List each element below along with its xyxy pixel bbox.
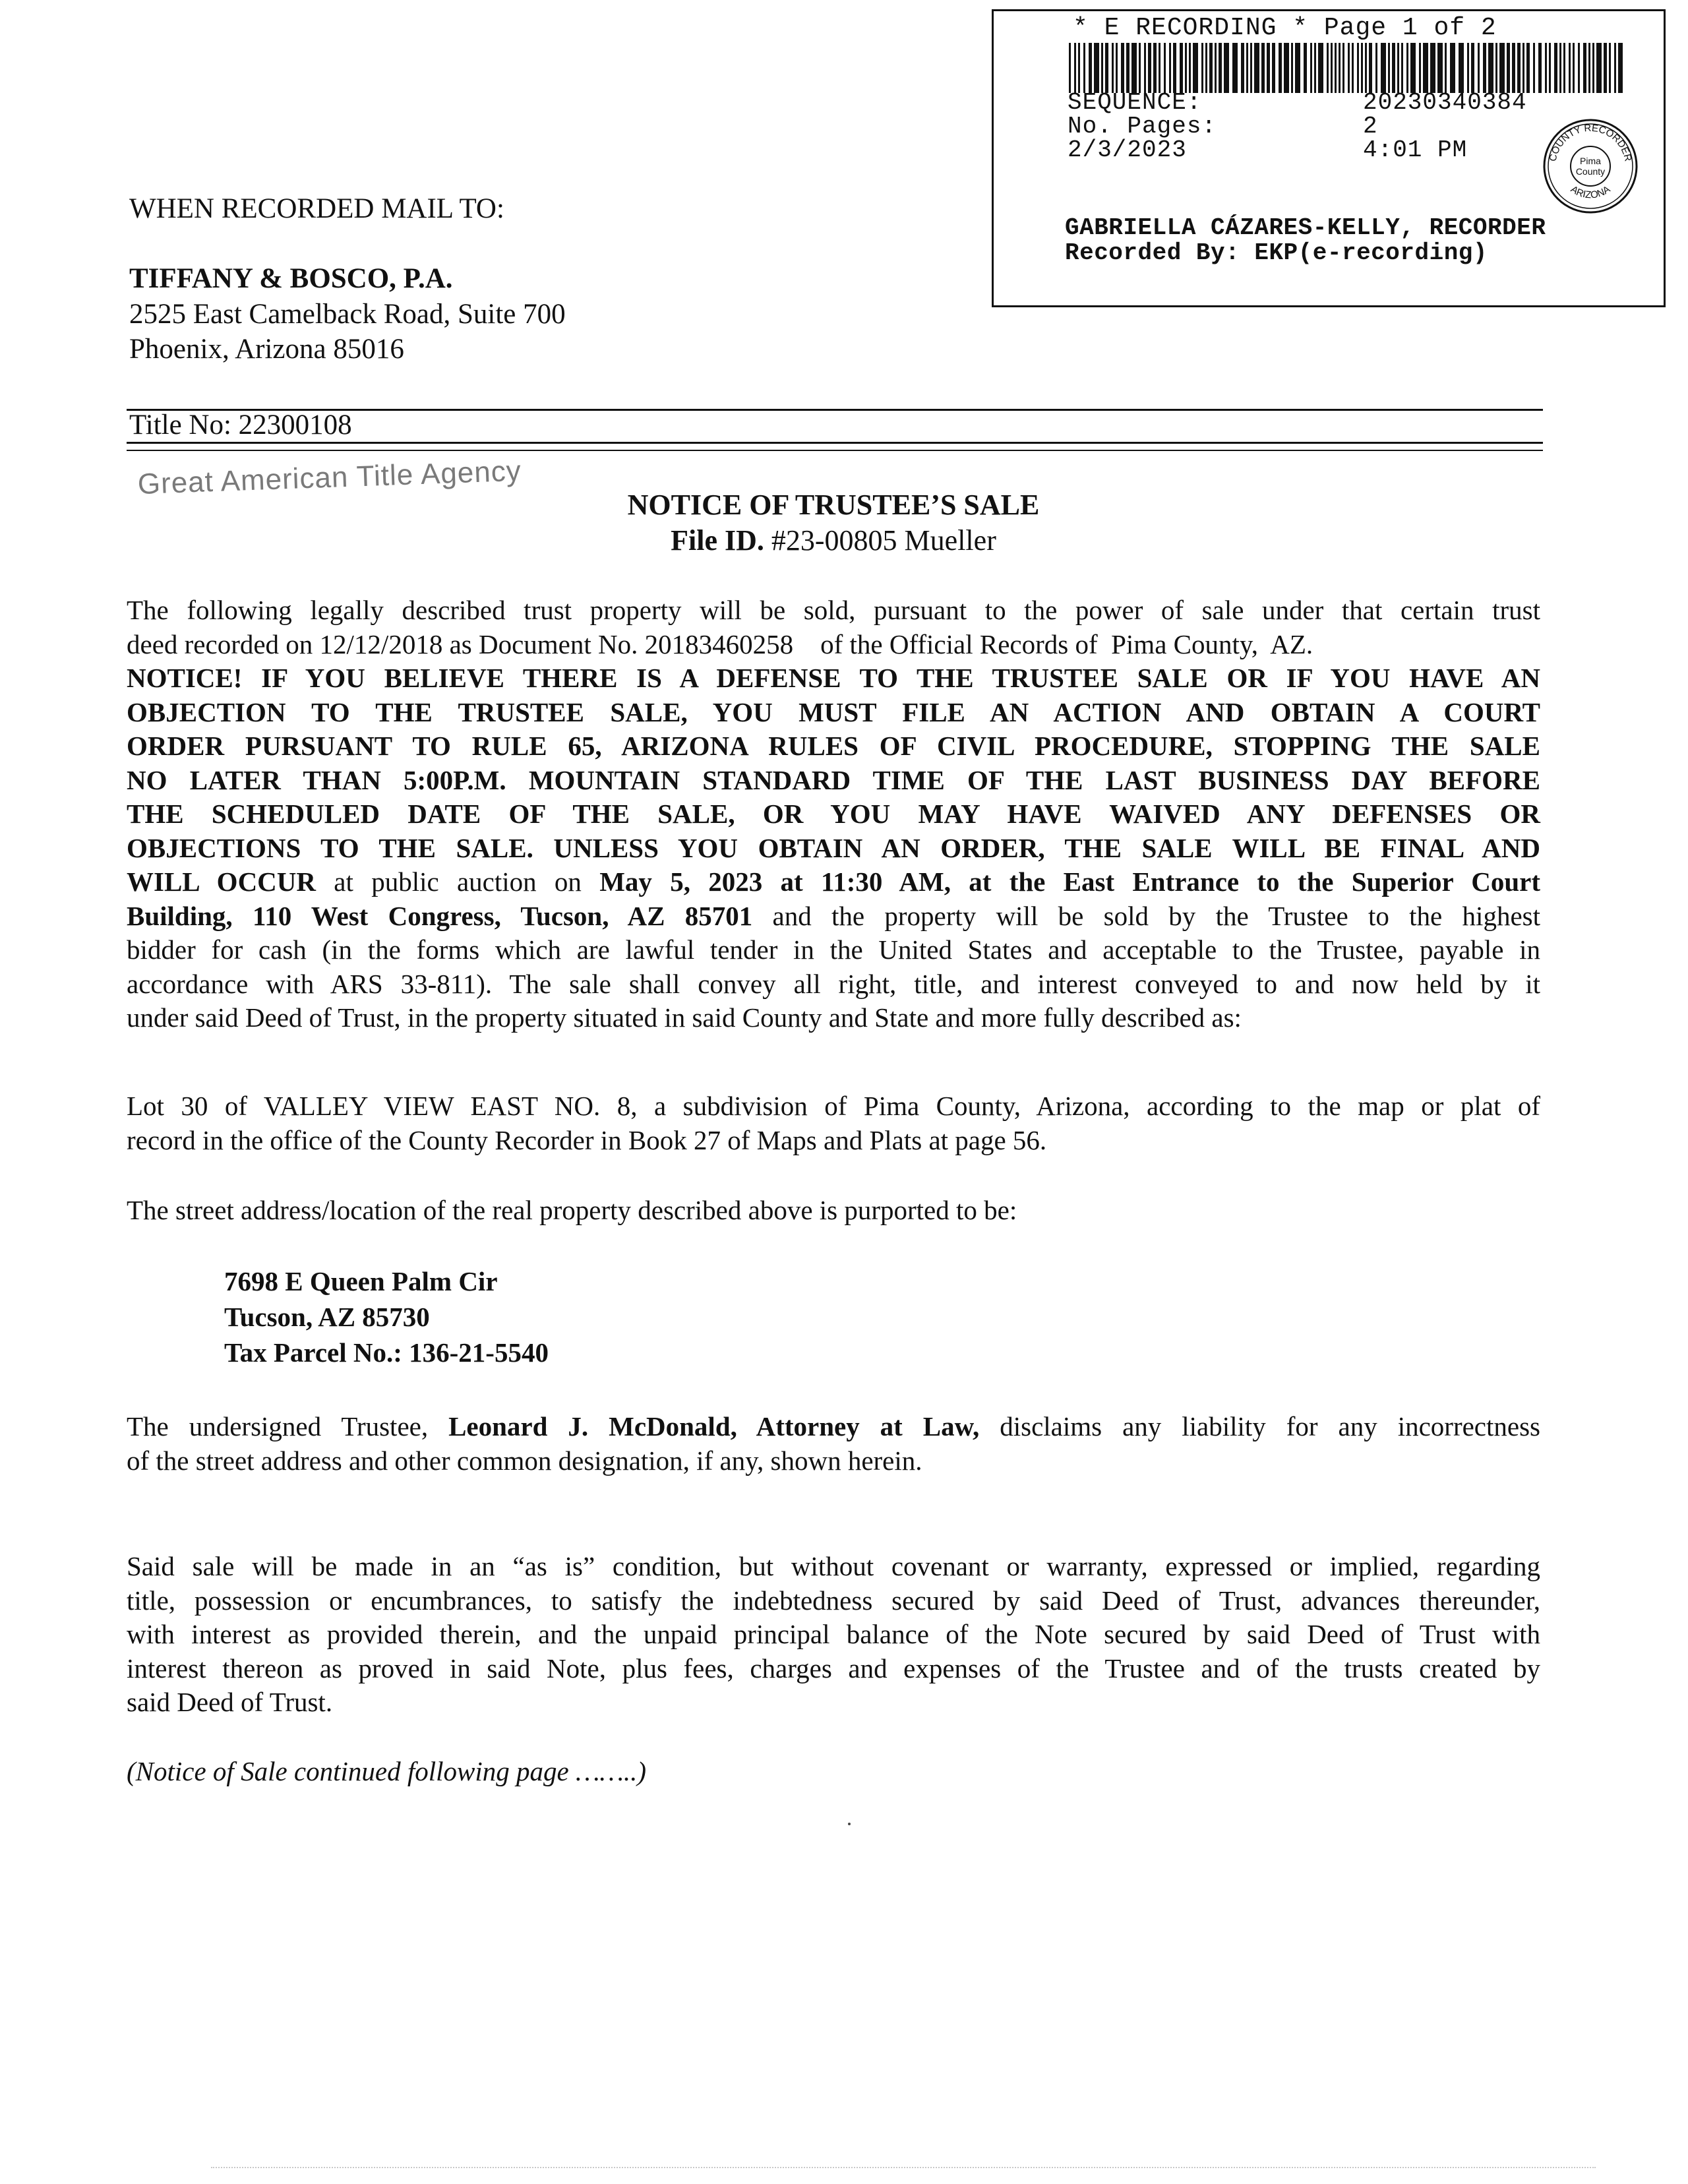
recorded-by: Recorded By: EKP(e-recording) bbox=[1065, 239, 1488, 266]
barcode-bar bbox=[1261, 43, 1265, 93]
p5-line3: with interest as provided therein, and the unpaid principal balance of the Note secured by said Deed of Trust with bbox=[127, 1619, 1540, 1649]
barcode-bar bbox=[1450, 43, 1455, 93]
barcode-bar bbox=[1365, 43, 1367, 93]
p5-line4: interest thereon as proved in said Note, plus fees, charges and expenses of the Trustee and of the trusts created by bbox=[127, 1653, 1540, 1684]
barcode-bar bbox=[1499, 43, 1505, 93]
barcode-bar bbox=[1209, 43, 1213, 93]
barcode-bar bbox=[1310, 43, 1312, 93]
recording-date: 2/3/2023 bbox=[1068, 136, 1187, 164]
barcode-bar bbox=[1596, 43, 1602, 93]
barcode-bar bbox=[1549, 43, 1551, 93]
barcode-bar bbox=[1254, 43, 1259, 93]
barcode-bar bbox=[1144, 43, 1146, 93]
notice-file-line bbox=[0, 524, 1667, 557]
barcode-bar bbox=[1618, 43, 1623, 93]
barcode-bar bbox=[1116, 43, 1118, 93]
barcode-bar bbox=[1153, 43, 1157, 93]
seal-top-text: COUNTY RECORDER bbox=[1547, 122, 1634, 163]
barcode-bar bbox=[1189, 43, 1191, 93]
p4-line1-post: disclaims any liability for any incorrectness bbox=[979, 1411, 1540, 1441]
barcode-bar bbox=[1069, 43, 1071, 93]
p1-line7: THE SCHEDULED DATE OF THE SALE, OR YOU MAY HAVE WAIVED ANY DEFENSES OR bbox=[127, 799, 1540, 829]
seal-center-line1: Pima bbox=[1580, 156, 1601, 166]
mail-to-address2: Phoenix, Arizona 85016 bbox=[129, 334, 404, 365]
barcode-bar bbox=[1397, 43, 1399, 93]
barcode-bar bbox=[1224, 43, 1229, 93]
trustee-name: Leonard J. McDonald, Attorney at Law, bbox=[448, 1411, 980, 1441]
barcode-bar bbox=[1471, 43, 1474, 93]
barcode-bar bbox=[1284, 43, 1289, 93]
p1-line9-mid: at public auction on bbox=[316, 866, 600, 897]
p1-line4: OBJECTION TO THE TRUSTEE SALE, YOU MUST FILE AN ACTION AND OBTAIN A COURT bbox=[127, 696, 1540, 727]
barcode-bar bbox=[1139, 43, 1141, 93]
barcode-bar bbox=[1083, 43, 1085, 93]
p1-line6: NO LATER THAN 5:00P.M. MOUNTAIN STANDARD TIME OF THE LAST BUSINESS DAY BEFORE bbox=[127, 764, 1540, 795]
barcode-bar bbox=[1609, 43, 1611, 93]
barcode-bar bbox=[1375, 43, 1377, 93]
p1-line1: The following legally described trust property will be sold, pursuant to the power of sale under that certain trust bbox=[127, 595, 1540, 625]
barcode-bar bbox=[1078, 43, 1080, 93]
barcode-bar bbox=[1173, 43, 1176, 93]
barcode-bar bbox=[1279, 43, 1282, 93]
barcode-bar bbox=[1459, 43, 1464, 93]
barcode-bar bbox=[1342, 43, 1344, 93]
p1-line5: ORDER PURSUANT TO RULE 65, ARIZONA RULES OF CIVIL PROCEDURE, STOPPING THE SALE bbox=[127, 731, 1540, 761]
barcode-bar bbox=[1094, 43, 1099, 93]
barcode-bar bbox=[1112, 43, 1114, 93]
barcode-bar bbox=[1185, 43, 1187, 93]
county-recorder-seal bbox=[1541, 117, 1640, 216]
barcode-bar bbox=[1219, 43, 1222, 93]
barcode-bar bbox=[1554, 43, 1557, 93]
barcode-bar bbox=[1159, 43, 1160, 93]
barcode-bar bbox=[1419, 43, 1421, 93]
barcode-bar bbox=[1538, 43, 1542, 93]
barcode-bar bbox=[1445, 43, 1447, 93]
barcode-bar bbox=[1588, 43, 1590, 93]
barcode-bar bbox=[1105, 43, 1108, 93]
barcode-bar bbox=[1327, 43, 1329, 93]
property-street: 7698 E Queen Palm Cir bbox=[224, 1266, 498, 1296]
title-rule-bottom bbox=[127, 450, 1543, 451]
barcode bbox=[1069, 43, 1623, 93]
barcode-bar bbox=[1410, 43, 1416, 93]
barcode-bar bbox=[1335, 43, 1337, 93]
mail-to-firm: TIFFANY & BOSCO, P.A. bbox=[129, 263, 453, 294]
barcode-bar bbox=[1169, 43, 1171, 93]
barcode-bar bbox=[1604, 43, 1607, 93]
barcode-bar bbox=[1339, 43, 1341, 93]
recorder-name: GABRIELLA CÁZARES-KELLY, RECORDER bbox=[1065, 214, 1546, 241]
paragraph-sale-conditions bbox=[127, 1550, 1540, 1720]
title-number: Title No: 22300108 bbox=[129, 410, 352, 440]
barcode-bar bbox=[1563, 43, 1565, 93]
barcode-bar bbox=[1357, 43, 1359, 93]
barcode-bar bbox=[1573, 43, 1575, 93]
mail-to-heading: WHEN RECORDED MAIL TO: bbox=[129, 193, 504, 224]
barcode-bar bbox=[1331, 43, 1333, 93]
scan-speck bbox=[848, 1823, 851, 1825]
barcode-bar bbox=[1250, 43, 1252, 93]
barcode-bar bbox=[1304, 43, 1307, 93]
barcode-bar bbox=[1592, 43, 1594, 93]
property-address bbox=[224, 1263, 549, 1370]
p4-line1 bbox=[127, 1410, 1540, 1444]
tax-parcel-number: Tax Parcel No.: 136-21-5540 bbox=[224, 1337, 549, 1368]
barcode-bar bbox=[1569, 43, 1571, 93]
title-agency-stamp: Great American Title Agency bbox=[137, 454, 522, 501]
barcode-bar bbox=[1507, 43, 1510, 93]
barcode-bar bbox=[1522, 43, 1524, 93]
barcode-bar bbox=[1517, 43, 1521, 93]
barcode-bar bbox=[1089, 43, 1092, 93]
mail-to-address1: 2525 East Camelback Road, Suite 700 bbox=[129, 299, 566, 330]
seal-center-line2: County bbox=[1575, 166, 1606, 177]
barcode-bar bbox=[1101, 43, 1103, 93]
barcode-bar bbox=[1467, 43, 1469, 93]
barcode-bar bbox=[1488, 43, 1493, 93]
barcode-bar bbox=[1215, 43, 1217, 93]
paragraph-address-intro: The street address/location of the real property described above is purported to be: bbox=[127, 1195, 1017, 1225]
barcode-bar bbox=[1267, 43, 1270, 93]
continued-note: (Notice of Sale continued following page ……..) bbox=[127, 1756, 647, 1786]
barcode-bar bbox=[1314, 43, 1316, 93]
barcode-bar bbox=[1193, 43, 1198, 93]
barcode-bar bbox=[1291, 43, 1293, 93]
sequence-label: SEQUENCE: bbox=[1068, 89, 1202, 116]
barcode-bar bbox=[1483, 43, 1486, 93]
barcode-bar bbox=[1401, 43, 1403, 93]
barcode-bar bbox=[1272, 43, 1275, 93]
file-id-label: File ID. bbox=[671, 524, 764, 557]
barcode-bar bbox=[1232, 43, 1238, 93]
barcode-bar bbox=[1495, 43, 1497, 93]
seal-bottom-text: ARIZONA bbox=[1568, 183, 1613, 201]
barcode-bar bbox=[1121, 43, 1124, 93]
file-id-value: #23-00805 Mueller bbox=[771, 524, 996, 557]
p1-line8: OBJECTIONS TO THE SALE. UNLESS YOU OBTAIN AN ORDER, THE SALE WILL BE FINAL AND bbox=[127, 832, 1540, 863]
p1-line9 bbox=[127, 865, 1540, 899]
barcode-bar bbox=[1430, 43, 1435, 93]
barcode-bar bbox=[1512, 43, 1515, 93]
p2-line1: Lot 30 of VALLEY VIEW EAST NO. 8, a subdivision of Pima County, Arizona, according to the map or plat of bbox=[127, 1091, 1540, 1121]
barcode-bar bbox=[1318, 43, 1323, 93]
barcode-bar bbox=[1583, 43, 1586, 93]
barcode-bar bbox=[1246, 43, 1248, 93]
sequence-value: 20230340384 bbox=[1363, 89, 1527, 116]
p1-line2: deed recorded on 12/12/2018 as Document No. 20183460258 of the Official Records of Pima County, AZ. bbox=[127, 628, 1313, 659]
pages-label: No. Pages: bbox=[1068, 113, 1217, 140]
barcode-bar bbox=[1559, 43, 1561, 93]
recording-box bbox=[992, 9, 1666, 307]
p1-line11: bidder for cash (in the forms which are lawful tender in the United States and acceptable to the Trustee, payable in bbox=[127, 934, 1540, 965]
notice-title: NOTICE OF TRUSTEE’S SALE bbox=[627, 489, 1040, 521]
barcode-bar bbox=[1392, 43, 1395, 93]
p1-line12: accordance with ARS 33-811). The sale shall convey all right, title, and interest conveyed to and now held by it bbox=[127, 968, 1540, 999]
recording-header: * E RECORDING * Page 1 of 2 bbox=[1073, 14, 1497, 42]
property-city: Tucson, AZ 85730 bbox=[224, 1302, 430, 1332]
barcode-bar bbox=[1388, 43, 1390, 93]
barcode-bar bbox=[1241, 43, 1244, 93]
barcode-bar bbox=[1406, 43, 1408, 93]
p1-line13: under said Deed of Trust, in the property situated in said County and State and more fully described as: bbox=[127, 1002, 1242, 1033]
barcode-bar bbox=[1545, 43, 1547, 93]
scan-edge-line bbox=[211, 2167, 1596, 2169]
p2-line2: record in the office of the County Recorder in Book 27 of Maps and Plats at page 56. bbox=[127, 1124, 1047, 1155]
barcode-bar bbox=[1578, 43, 1580, 93]
barcode-bar bbox=[1361, 43, 1363, 93]
p1-line10-bold: Building, 110 West Congress, Tucson, AZ 85701 bbox=[127, 900, 753, 931]
barcode-bar bbox=[1478, 43, 1480, 93]
barcode-bar bbox=[1126, 43, 1130, 93]
p1-line10 bbox=[127, 899, 1540, 934]
barcode-bar bbox=[1201, 43, 1203, 93]
barcode-bar bbox=[1180, 43, 1183, 93]
paragraph-legal-description bbox=[127, 1089, 1540, 1157]
paragraph-sale-notice bbox=[127, 593, 1540, 1035]
barcode-bar bbox=[1074, 43, 1076, 93]
p4-line2: of the street address and other common designation, if any, shown herein. bbox=[127, 1445, 922, 1476]
barcode-bar bbox=[1369, 43, 1372, 93]
p1-line9-bold: WILL OCCUR bbox=[127, 866, 316, 897]
barcode-bar bbox=[1348, 43, 1350, 93]
barcode-bar bbox=[1205, 43, 1207, 93]
recording-time: 4:01 PM bbox=[1363, 136, 1468, 164]
p1-line10-rest: and the property will be sold by the Trustee to the highest bbox=[752, 900, 1540, 931]
p5-line1: Said sale will be made in an “as is” condition, but without covenant or warranty, expressed or implied, regarding bbox=[127, 1551, 1540, 1581]
p1-line3: NOTICE! IF YOU BELIEVE THERE IS A DEFENSE TO THE TRUSTEE SALE OR IF YOU HAVE AN bbox=[127, 663, 1540, 693]
barcode-bar bbox=[1437, 43, 1443, 93]
p4-line1-pre: The undersigned Trustee, bbox=[127, 1411, 449, 1441]
barcode-bar bbox=[1423, 43, 1428, 93]
barcode-bar bbox=[1295, 43, 1300, 93]
barcode-bar bbox=[1614, 43, 1616, 93]
paragraph-trustee-disclaimer bbox=[127, 1410, 1540, 1478]
barcode-bar bbox=[1533, 43, 1535, 93]
barcode-bar bbox=[1381, 43, 1386, 93]
p5-line2: title, possession or encumbrances, to satisfy the indebtedness secured by said Deed of Trust, advances thereunder, bbox=[127, 1585, 1540, 1616]
pages-value: 2 bbox=[1363, 113, 1378, 140]
barcode-bar bbox=[1148, 43, 1151, 93]
barcode-bar bbox=[1526, 43, 1530, 93]
barcode-bar bbox=[1164, 43, 1166, 93]
barcode-bar bbox=[1352, 43, 1354, 93]
p1-line9-bold2: May 5, 2023 at 11:30 AM, at the East Entrance to the Superior Court bbox=[599, 866, 1541, 897]
title-rule-mid bbox=[127, 442, 1543, 444]
p5-line5: said Deed of Trust. bbox=[127, 1687, 333, 1717]
barcode-bar bbox=[1131, 43, 1137, 93]
